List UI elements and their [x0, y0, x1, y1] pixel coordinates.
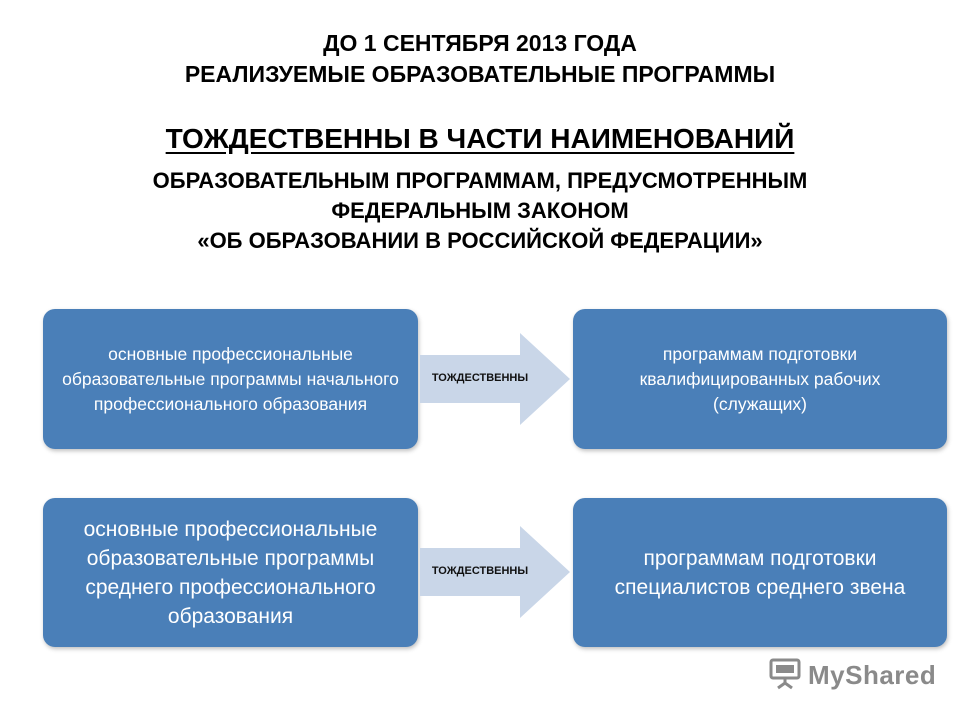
title-line-2: РЕАЛИЗУЕМЫЕ ОБРАЗОВАТЕЛЬНЫЕ ПРОГРАММЫ	[184, 61, 776, 87]
right-box-1	[573, 309, 947, 449]
title-date	[0, 28, 960, 90]
subtitle-line-3: «ОБ ОБРАЗОВАНИИ В РОССИЙСКОЙ ФЕДЕРАЦИИ»	[197, 228, 763, 253]
subtitle-block	[0, 166, 960, 256]
left-box-2-text: основные профессиональные образовательные программы среднего профессионального образования	[83, 517, 378, 628]
right-box-2	[573, 498, 947, 647]
title-underlined: ТОЖДЕСТВЕННЫ В ЧАСТИ НАИМЕНОВАНИЙ	[165, 123, 795, 154]
arrow-2-label: ТОЖДЕСТВЕННЫ	[431, 565, 529, 577]
arrow-1	[420, 333, 570, 425]
watermark-text: MyShared	[808, 659, 937, 690]
subtitle-line-2: ФЕДЕРАЛЬНЫМ ЗАКОНОМ	[331, 198, 629, 223]
left-box-1	[43, 309, 418, 449]
arrow-2	[420, 526, 570, 618]
presentation-board-icon	[768, 656, 802, 695]
arrow-1-label: ТОЖДЕСТВЕННЫ	[431, 372, 529, 384]
right-box-1-text: программам подготовки квалифицированных рабочих (служащих)	[639, 343, 881, 414]
watermark-logo[interactable]	[768, 655, 936, 695]
left-box-1-text: основные профессиональные образовательные программы начального профессионального образования	[62, 343, 399, 414]
left-box-2	[43, 498, 418, 647]
subtitle-line-1: ОБРАЗОВАТЕЛЬНЫМ ПРОГРАММАМ, ПРЕДУСМОТРЕННЫМ	[152, 168, 808, 193]
right-box-2-text: программам подготовки специалистов среднего звена	[614, 546, 906, 599]
title-line-1: ДО 1 СЕНТЯБРЯ 2013 ГОДА	[323, 30, 637, 56]
